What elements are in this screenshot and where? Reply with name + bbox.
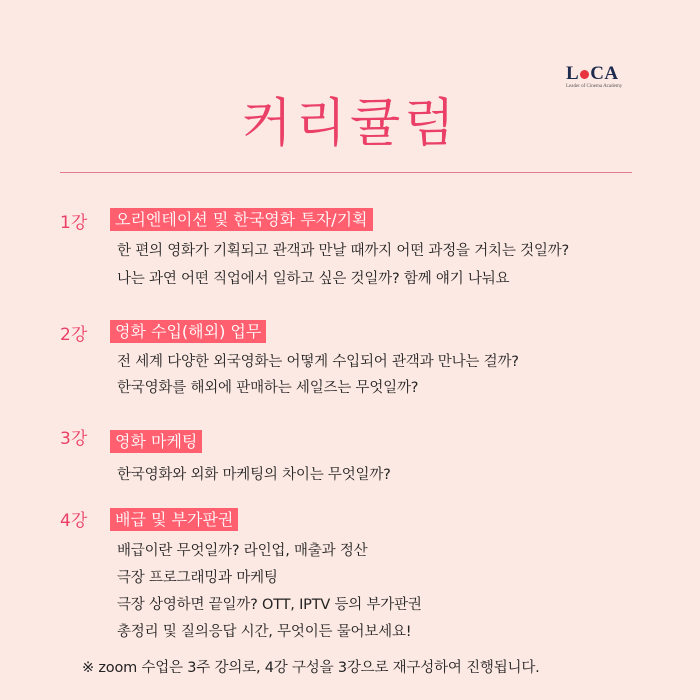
lesson-2-title: 영화 수입(해외) 업무 bbox=[110, 320, 266, 343]
loca-logo bbox=[566, 64, 642, 94]
lesson-4-number: 4강 bbox=[60, 511, 88, 531]
lesson-3-desc-line-1: 한국영화와 외화 마케팅의 차이는 무엇일까? bbox=[117, 467, 391, 483]
lesson-2-desc-line-2: 한국영화를 해외에 판매하는 세일즈는 무엇일까? bbox=[117, 380, 419, 396]
logo-subtitle: Leader of Cinema Academy bbox=[566, 84, 623, 89]
lesson-4-desc-line-1: 배급이란 무엇일까? 라인업, 매출과 정산 bbox=[117, 543, 368, 559]
lesson-1-title: 오리엔테이션 및 한국영화 투자/기획 bbox=[110, 208, 373, 231]
page-title: 커리큘럼 bbox=[241, 94, 459, 154]
lesson-4-title: 배급 및 부가판권 bbox=[110, 508, 238, 531]
logo-letter-l: L bbox=[566, 63, 580, 84]
lesson-4-desc-line-2: 극장 프로그래밍과 마케팅 bbox=[117, 570, 278, 586]
logo-mark bbox=[566, 64, 642, 83]
lesson-3-title: 영화 마케팅 bbox=[110, 430, 202, 453]
lesson-3-number: 3강 bbox=[60, 429, 88, 449]
footnote: ※ zoom 수업은 3주 강의로, 4강 구성을 3강으로 재구성하여 진행됩니다. bbox=[82, 660, 540, 676]
lesson-2-desc-line-1: 전 세계 다양한 외국영화는 어떻게 수입되어 관객과 만나는 걸까? bbox=[117, 354, 519, 370]
lesson-1-number: 1강 bbox=[60, 213, 88, 233]
lesson-4-desc-line-4: 총정리 및 질의응답 시간, 무엇이든 물어보세요! bbox=[117, 624, 412, 640]
lesson-1-desc-line-2: 나는 과연 어떤 직업에서 일하고 싶은 것일까? 함께 얘기 나눠요 bbox=[117, 271, 510, 287]
logo-letters-ca: CA bbox=[590, 63, 619, 84]
lesson-2-number: 2강 bbox=[60, 325, 88, 345]
lesson-4-desc-line-3: 극장 상영하면 끝일까? OTT, IPTV 등의 부가판권 bbox=[117, 597, 422, 613]
logo-dot-icon bbox=[580, 70, 589, 79]
title-divider bbox=[60, 172, 632, 173]
lesson-1-desc-line-1: 한 편의 영화가 기획되고 관객과 만날 때까지 어떤 과정을 거치는 것일까? bbox=[117, 243, 569, 259]
